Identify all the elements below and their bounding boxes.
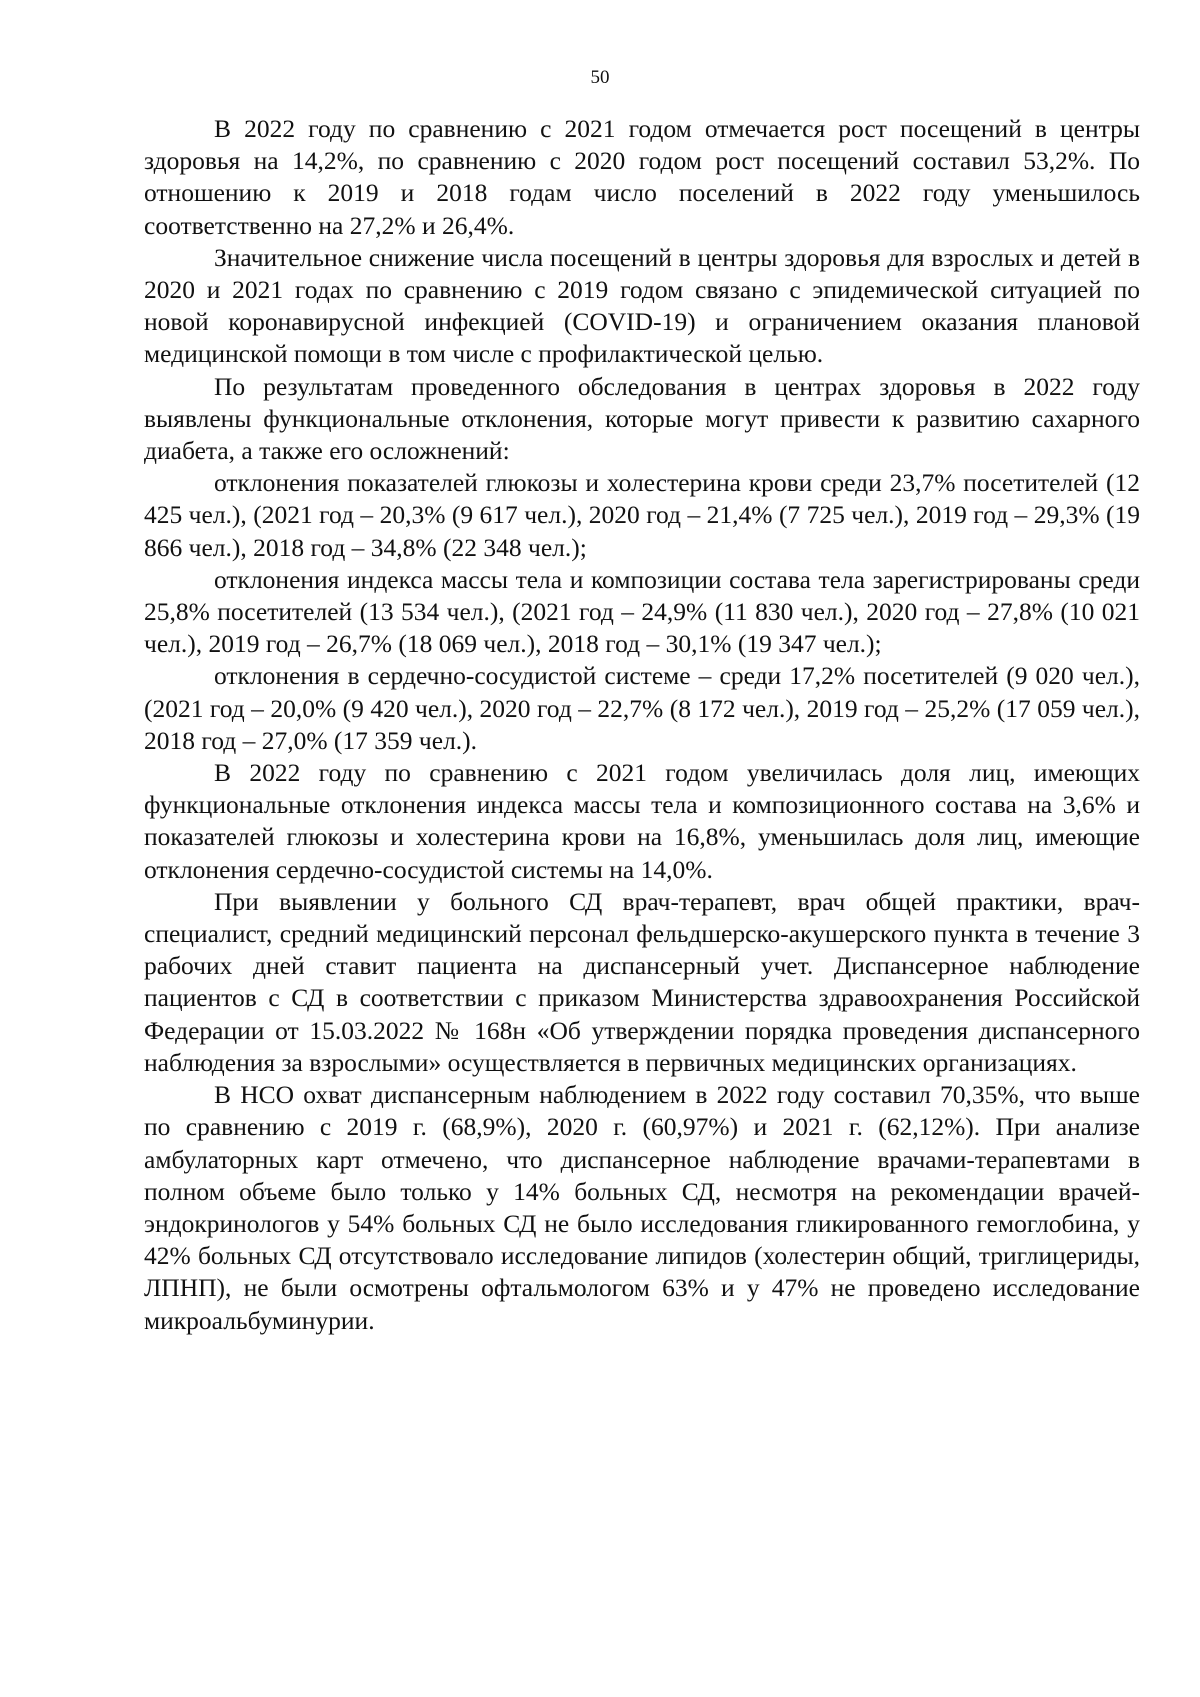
paragraph-dispensary-registration: При выявлении у больного СД врач-терапевт, врач общей практики, врач-специалист, средний медицинский персонал фельдшерско-акушерского пункта в течение 3 рабочих дней ставит пациента на диспансерный учет. Диспансерное наблюдение пациентов с СД в соответствии с приказом Министерства здравоохранения Российской Федерации от 15.03.2022 № 168н «Об утверждении порядка проведения диспансерного наблюдения за взрослыми» осуществляется в первичных медицинских организациях.: [144, 886, 1140, 1077]
paragraph-covid-decline: Значительное снижение числа посещений в центры здоровья для взрослых и детей в 2020 и 2021 годах по сравнению с 2019 годом связано с эпидемической ситуацией по новой коронавирусной инфекцией (COVID-19) и ограничением оказания плановой медицинской помощи в том числе с профилактической целью.: [144, 242, 1140, 369]
paragraph-survey-results: По результатам проведенного обследования в центрах здоровья в 2022 году выявлены функциональные отклонения, которые могут привести к развитию сахарного диабета, а также его осложнений:: [144, 371, 1140, 466]
paragraph-visits-growth: В 2022 году по сравнению с 2021 годом отмечается рост посещений в центры здоровья на 14,2%, по сравнению с 2020 годом рост посещений составил 53,2%. По отношению к 2019 и 2018 годам число поселений в 2022 году уменьшилось соответственно на 27,2% и 26,4%.: [144, 114, 1140, 240]
paragraph-dispensary-coverage: В НСО охват диспансерным наблюдением в 2022 году составил 70,35%, что выше по сравнению с 2019 г. (68,9%), 2020 г. (60,97%) и 2021 г. (62,12%). При анализе амбулаторных карт отмечено, что диспансерное наблюдение врачами-терапевтами в полном объеме было только у 14% больных СД, несмотря на рекомендации врачей-эндокринологов у 54% больных СД не было исследования гликированного гемоглобина, у 42% больных СД отсутствовало исследование липидов (холестерин общий, триглицериды, ЛПНП), не были осмотрены офтальмологом 63% и у 47% не проведено исследование микроальбуминурии.: [144, 1080, 1140, 1335]
page-number: 50: [590, 67, 610, 88]
paragraph-glucose-cholesterol: отклонения показателей глюкозы и холестерина крови среди 23,7% посетителей (12 425 чел.), (2021 год – 20,3% (9 617 чел.), 2020 год – 21,4% (7 725 чел.), 2019 год – 29,3% (19 866 чел.), 2018 год – 34,8% (22 348 чел.);: [144, 468, 1140, 562]
paragraph-body-mass-index: отклонения индекса массы тела и композиции состава тела зарегистрированы среди 25,8% посетителей (13 534 чел.), (2021 год – 24,9% (11 830 чел.), 2020 год – 27,8% (10 021 чел.), 2019 год – 26,7% (18 069 чел.), 2018 год – 30,1% (19 347 чел.);: [144, 564, 1140, 659]
paragraph-cardiovascular: отклонения в сердечно-сосудистой системе – среди 17,2% посетителей (9 020 чел.), (2021 год – 20,0% (9 420 чел.), 2020 год – 22,7% (8 172 чел.), 2019 год – 25,2% (17 059 чел.), 2018 год – 27,0% (17 359 чел.).: [144, 661, 1140, 755]
document-body: [144, 113, 1140, 1337]
paragraph-share-change: В 2022 году по сравнению с 2021 годом увеличилась доля лиц, имеющих функциональные отклонения индекса массы тела и композиционного состава на 3,6% и показателей глюкозы и холестерина крови на 16,8%, уменьшилась доля лиц, имеющие отклонения сердечно-сосудистой системы на 14,0%.: [144, 758, 1140, 884]
